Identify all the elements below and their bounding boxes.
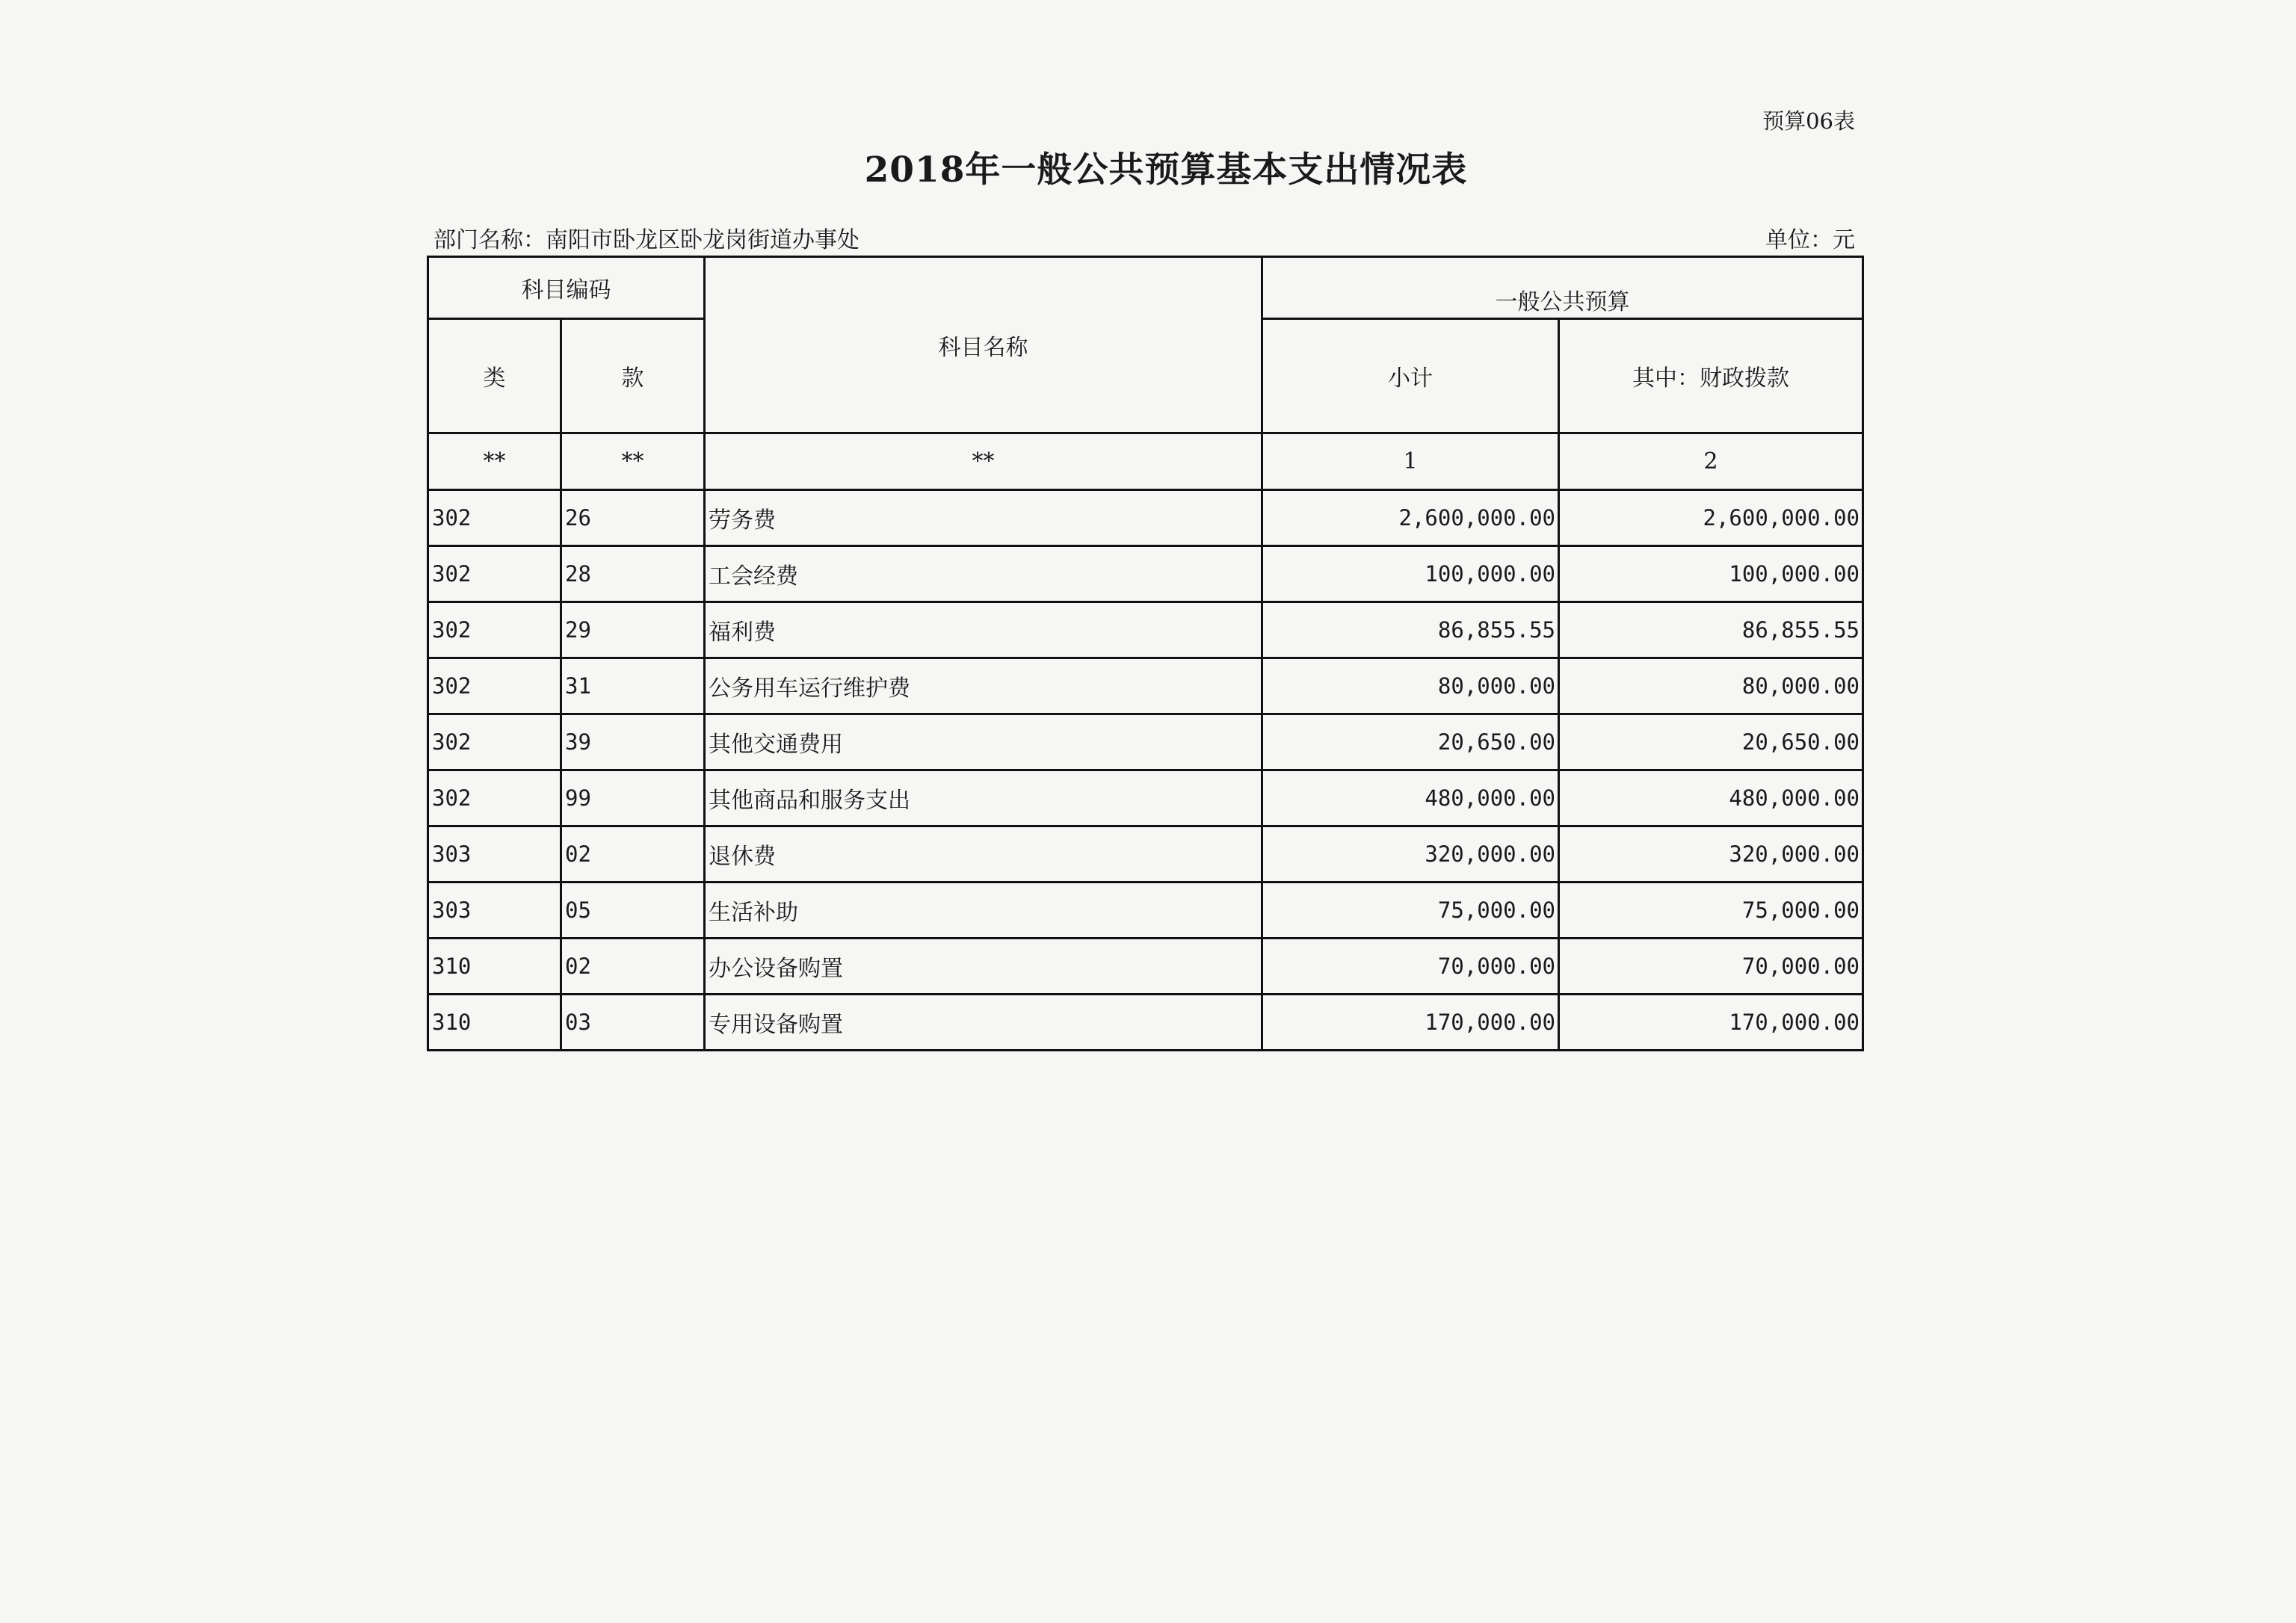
row-subtotal: 170,000.00 xyxy=(1262,995,1559,1051)
header-row-top xyxy=(428,257,1863,319)
row-subtotal: 80,000.00 xyxy=(1262,658,1559,714)
row-category: 303 xyxy=(428,826,561,882)
header-subject-code: 科目编码 xyxy=(428,257,705,319)
row-fiscal: 100,000.00 xyxy=(1559,546,1863,602)
row-fiscal: 20,650.00 xyxy=(1559,714,1863,770)
header-fiscal: 其中：财政拨款 xyxy=(1559,319,1863,433)
index-item: ** xyxy=(561,433,705,490)
row-category: 303 xyxy=(428,882,561,939)
index-subtotal: 1 xyxy=(1262,433,1559,490)
row-subtotal: 86,855.55 xyxy=(1262,602,1559,658)
row-item: 02 xyxy=(561,939,705,995)
row-fiscal: 480,000.00 xyxy=(1559,770,1863,826)
table-row xyxy=(428,490,1863,546)
row-fiscal: 2,600,000.00 xyxy=(1559,490,1863,546)
index-category: ** xyxy=(428,433,561,490)
document-title: 2018年一般公共预算基本支出情况表 xyxy=(864,149,1468,191)
index-fiscal: 2 xyxy=(1559,433,1863,490)
row-name: 公务用车运行维护费 xyxy=(705,658,1262,714)
header-budget-group: 一般公共预算 xyxy=(1262,257,1863,319)
row-category: 302 xyxy=(428,770,561,826)
table-row xyxy=(428,658,1863,714)
row-item: 29 xyxy=(561,602,705,658)
row-item: 31 xyxy=(561,658,705,714)
header-item: 款 xyxy=(561,319,705,433)
row-subtotal: 480,000.00 xyxy=(1262,770,1559,826)
table-row xyxy=(428,882,1863,939)
table-row xyxy=(428,546,1863,602)
row-fiscal: 320,000.00 xyxy=(1559,826,1863,882)
budget-table xyxy=(427,256,1864,1051)
row-name: 退休费 xyxy=(705,826,1262,882)
row-name: 劳务费 xyxy=(705,490,1262,546)
row-fiscal: 170,000.00 xyxy=(1559,995,1863,1051)
header-subject-name: 科目名称 xyxy=(705,257,1262,433)
row-name: 其他交通费用 xyxy=(705,714,1262,770)
row-category: 302 xyxy=(428,490,561,546)
row-item: 02 xyxy=(561,826,705,882)
row-name: 办公设备购置 xyxy=(705,939,1262,995)
row-item: 28 xyxy=(561,546,705,602)
row-subtotal: 70,000.00 xyxy=(1262,939,1559,995)
row-category: 302 xyxy=(428,714,561,770)
row-category: 302 xyxy=(428,602,561,658)
index-row xyxy=(428,433,1863,490)
row-subtotal: 20,650.00 xyxy=(1262,714,1559,770)
row-fiscal: 80,000.00 xyxy=(1559,658,1863,714)
row-subtotal: 75,000.00 xyxy=(1262,882,1559,939)
form-number: 预算06表 xyxy=(1762,108,1855,134)
row-name: 专用设备购置 xyxy=(705,995,1262,1051)
table-row xyxy=(428,714,1863,770)
row-item: 03 xyxy=(561,995,705,1051)
row-category: 302 xyxy=(428,658,561,714)
table-row xyxy=(428,770,1863,826)
table-row xyxy=(428,602,1863,658)
table-row xyxy=(428,826,1863,882)
table-body xyxy=(428,257,1863,1051)
row-category: 310 xyxy=(428,995,561,1051)
row-name: 生活补助 xyxy=(705,882,1262,939)
row-name: 其他商品和服务支出 xyxy=(705,770,1262,826)
row-fiscal: 75,000.00 xyxy=(1559,882,1863,939)
index-name: ** xyxy=(705,433,1262,490)
department-name: 部门名称：南阳市卧龙区卧龙岗街道办事处 xyxy=(433,227,860,253)
row-subtotal: 320,000.00 xyxy=(1262,826,1559,882)
row-item: 26 xyxy=(561,490,705,546)
row-subtotal: 100,000.00 xyxy=(1262,546,1559,602)
row-name: 工会经费 xyxy=(705,546,1262,602)
currency-unit: 单位：元 xyxy=(1765,227,1855,253)
row-subtotal: 2,600,000.00 xyxy=(1262,490,1559,546)
row-name: 福利费 xyxy=(705,602,1262,658)
row-fiscal: 86,855.55 xyxy=(1559,602,1863,658)
row-fiscal: 70,000.00 xyxy=(1559,939,1863,995)
table-row xyxy=(428,939,1863,995)
row-item: 39 xyxy=(561,714,705,770)
row-item: 05 xyxy=(561,882,705,939)
row-item: 99 xyxy=(561,770,705,826)
header-category: 类 xyxy=(428,319,561,433)
table-row xyxy=(428,995,1863,1051)
header-subtotal: 小计 xyxy=(1262,319,1559,433)
row-category: 310 xyxy=(428,939,561,995)
row-category: 302 xyxy=(428,546,561,602)
